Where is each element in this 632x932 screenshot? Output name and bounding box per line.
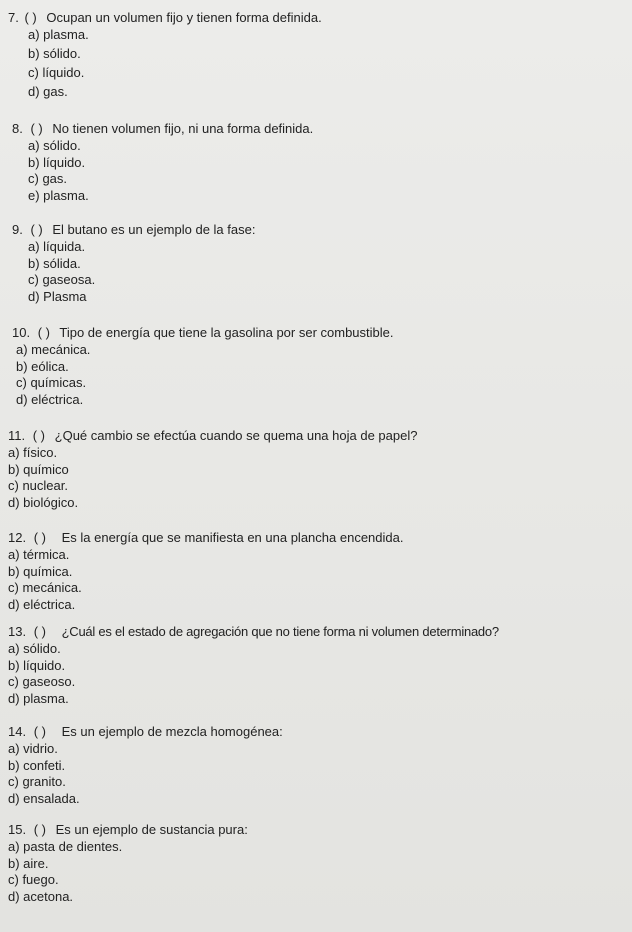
option-a[interactable]: a) físico. [8, 445, 58, 460]
question-text: No tienen volumen fijo, ni una forma definida. [52, 121, 314, 136]
option-b[interactable]: b) líquido. [28, 154, 86, 170]
answer-blank[interactable]: ( ) [33, 724, 46, 739]
question-stem [8, 724, 283, 739]
option-d[interactable]: d) eléctrica. [16, 391, 84, 407]
answer-blank[interactable]: ( ) [30, 121, 43, 136]
question-text: Es un ejemplo de mezcla homogénea: [61, 724, 283, 739]
question-stem [12, 222, 255, 237]
option-b[interactable]: b) sólido. [28, 46, 81, 61]
option-c[interactable]: c) químicas. [16, 375, 87, 390]
question-text: Es la energía que se manifiesta en una plancha encendida. [61, 530, 404, 545]
question-15 [8, 822, 248, 904]
question-stem [12, 325, 394, 340]
question-text: ¿Qué cambio se efectúa cuando se quema una hoja de papel? [54, 428, 418, 443]
option-a[interactable]: a) líquida. [28, 239, 86, 254]
question-9 [12, 222, 255, 304]
option-c[interactable]: c) nuclear. [8, 478, 68, 493]
answer-blank[interactable]: ( ) [33, 624, 46, 639]
option-b[interactable]: b) aire. [8, 855, 49, 871]
question-text: ¿Cuál es el estado de agregación que no tiene forma ni volumen determinado? [61, 624, 499, 639]
option-a[interactable]: a) vidrio. [8, 741, 58, 756]
question-stem [8, 10, 322, 25]
option-a[interactable]: a) sólido. [8, 641, 61, 656]
option-b[interactable]: b) sólida. [28, 255, 81, 271]
question-number: 13. [8, 624, 27, 639]
answer-blank[interactable]: ( ) [24, 10, 37, 25]
option-a[interactable]: a) sólido. [28, 138, 81, 153]
option-d[interactable]: d) biológico. [8, 494, 79, 510]
question-number: 11. [8, 428, 26, 443]
option-d[interactable]: d) Plasma [28, 288, 87, 304]
option-a[interactable]: a) plasma. [28, 27, 89, 42]
answer-blank[interactable]: ( ) [33, 530, 46, 545]
question-text: Es un ejemplo de sustancia pura: [55, 822, 248, 837]
question-number: 10. [12, 325, 31, 340]
question-13 [8, 624, 499, 706]
question-11 [8, 428, 417, 510]
option-c[interactable]: c) gaseosa. [28, 272, 96, 287]
option-b[interactable]: b) químico [8, 461, 69, 477]
question-stem [8, 428, 417, 443]
question-number: 12. [8, 530, 27, 545]
option-d[interactable]: d) acetona. [8, 888, 74, 904]
option-c[interactable]: c) fuego. [8, 872, 59, 887]
question-number: 14. [8, 724, 27, 739]
question-stem [8, 624, 499, 639]
option-e[interactable]: e) plasma. [28, 187, 89, 203]
option-c[interactable]: c) granito. [8, 774, 66, 789]
option-a[interactable]: a) pasta de dientes. [8, 839, 123, 854]
option-d[interactable]: d) gas. [28, 84, 68, 99]
option-d[interactable]: d) plasma. [8, 690, 69, 706]
question-stem [8, 822, 248, 837]
option-d[interactable]: d) ensalada. [8, 790, 80, 806]
question-number: 8. [12, 121, 23, 136]
option-c[interactable]: c) líquido. [28, 65, 85, 80]
option-b[interactable]: b) química. [8, 563, 73, 579]
question-8 [12, 121, 313, 203]
question-number: 9. [12, 222, 23, 237]
option-a[interactable]: a) térmica. [8, 547, 70, 562]
answer-blank[interactable]: ( ) [32, 428, 46, 443]
question-stem [12, 121, 313, 136]
question-number: 7. [8, 10, 19, 25]
option-c[interactable]: c) mecánica. [8, 580, 82, 595]
option-c[interactable]: c) gaseoso. [8, 674, 76, 689]
question-7 [8, 10, 322, 99]
question-number: 15. [8, 822, 27, 837]
question-text: El butano es un ejemplo de la fase: [52, 222, 256, 237]
option-c[interactable]: c) gas. [28, 171, 68, 186]
option-d[interactable]: d) eléctrica. [8, 596, 76, 612]
option-b[interactable]: b) eólica. [16, 358, 69, 374]
question-text: Ocupan un volumen fijo y tienen forma definida. [46, 10, 322, 25]
question-14 [8, 724, 283, 806]
answer-blank[interactable]: ( ) [33, 822, 46, 837]
question-stem [8, 530, 403, 545]
question-text: Tipo de energía que tiene la gasolina por ser combustible. [59, 325, 394, 340]
answer-blank[interactable]: ( ) [30, 222, 43, 237]
option-b[interactable]: b) líquido. [8, 657, 66, 673]
option-a[interactable]: a) mecánica. [16, 342, 91, 357]
question-10 [12, 325, 394, 407]
option-b[interactable]: b) confeti. [8, 757, 66, 773]
answer-blank[interactable]: ( ) [37, 325, 50, 340]
question-12 [8, 530, 403, 612]
